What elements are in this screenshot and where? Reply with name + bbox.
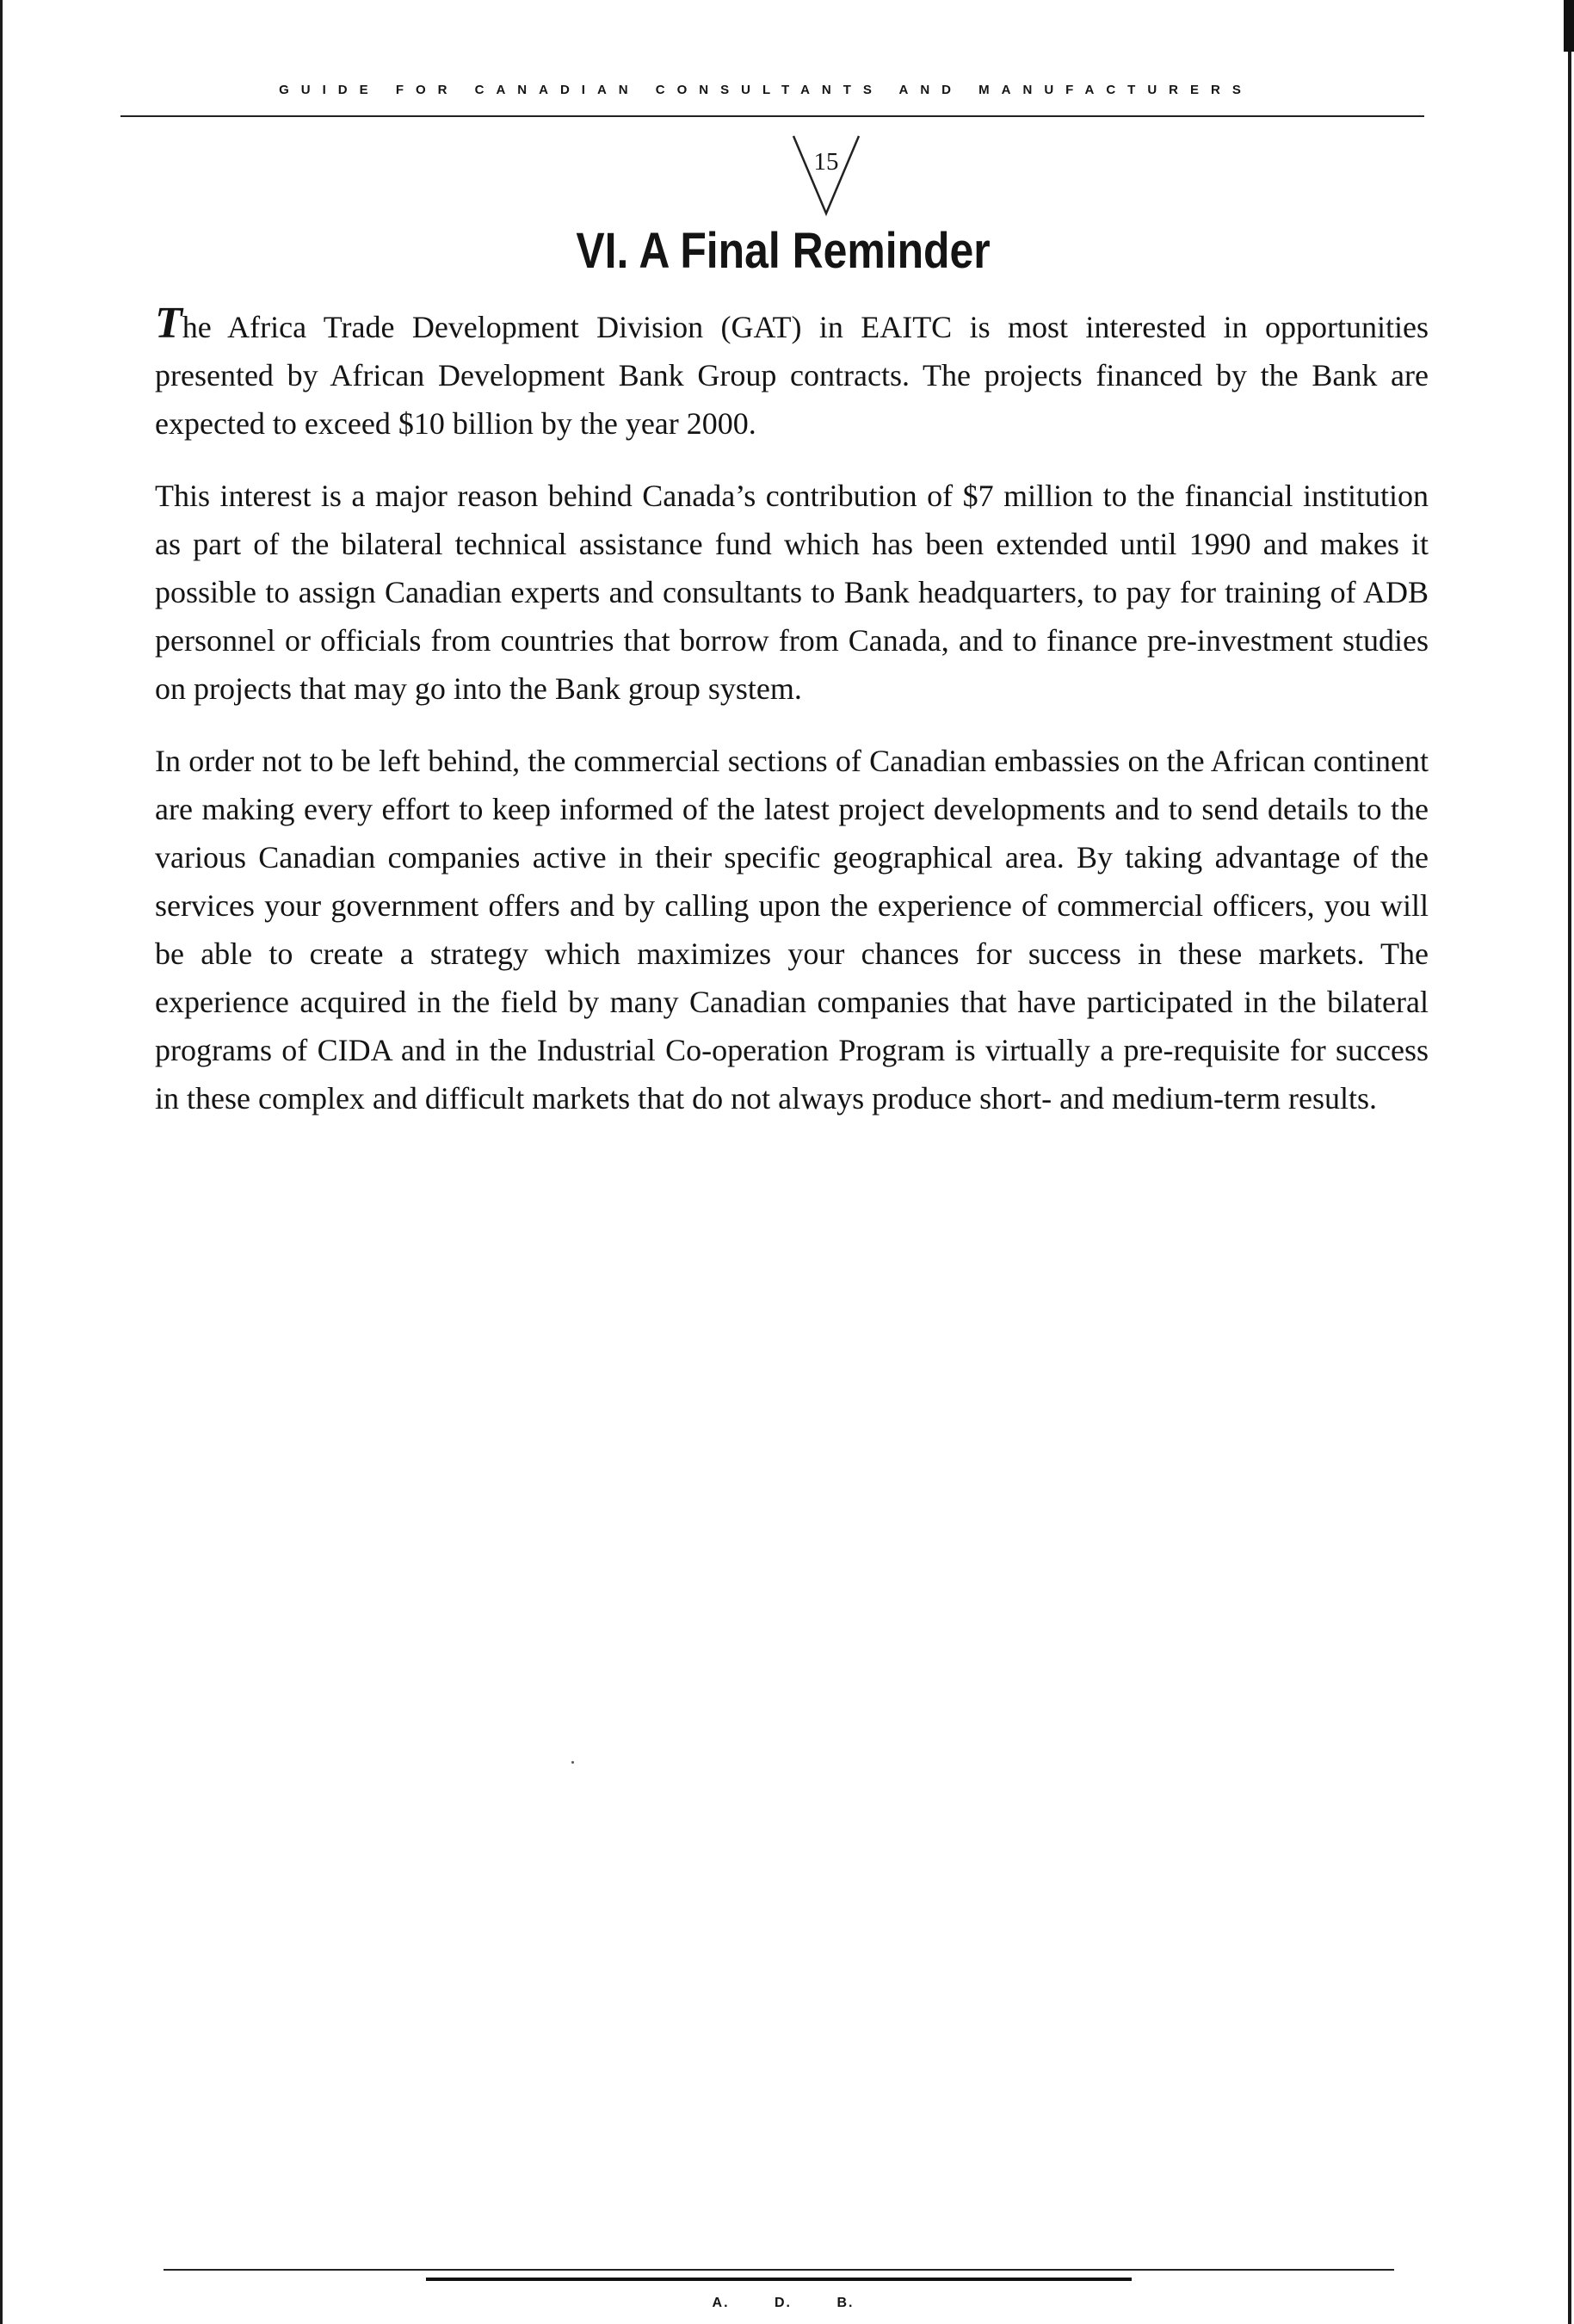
- footer-rule-bold: [426, 2278, 1132, 2281]
- footer-rule: [164, 2269, 1394, 2271]
- paragraph-1-text: he Africa Trade Development Division (GAT) in EAITC is most interested in opportunities presented by African Development Bank Group contracts. The projects financed by the Bank are expected to exceed $10 billion by the year 2000.: [155, 310, 1429, 441]
- paragraph-1: [155, 299, 1429, 448]
- page-number-badge: [792, 133, 861, 219]
- page-edge-right-mark: [1564, 0, 1574, 52]
- header-rule: [120, 115, 1424, 117]
- body-text: [155, 299, 1429, 1147]
- page-number: 15: [813, 148, 839, 176]
- section-title: VI. A Final Reminder: [576, 223, 991, 279]
- page-edge-left: [0, 0, 3, 2324]
- paragraph-3: In order not to be left behind, the commercial sections of Canadian embassies on the African continent are making every effort to keep informed of the latest project developments and to send details to the various Canadian companies active in their specific geographical area. By taking advantage of the services your government offers and by calling upon the experience of commercial officers, you will be able to create a strategy which maximizes your chances for success in these markets. The experience acquired in the field by many Canadian companies that have participated in the bilateral programs of CIDA and in the Industrial Co-operation Program is virtually a pre-requisite for success in these complex and difficult markets that do not always produce short- and medium-term results.: [155, 744, 1429, 1116]
- paragraph-2: This interest is a major reason behind Canada’s contribution of $7 million to the financial institution as part of the bilateral technical assistance fund which has been extended until 1990 and makes it possible to assign Canadian experts and consultants to Bank headquarters, to pay for training of ADB personnel or officials from countries that borrow from Canada, and to finance pre-investment studies on projects that may go into the Bank group system.: [155, 479, 1429, 706]
- scan-speck: [571, 1761, 574, 1764]
- drop-cap: T: [155, 299, 182, 348]
- running-header: GUIDE FOR CANADIAN CONSULTANTS AND MANUFACTURERS: [279, 83, 1253, 97]
- footer-abbreviation: A. D. B.: [712, 2296, 855, 2310]
- page-edge-right: [1568, 0, 1571, 2324]
